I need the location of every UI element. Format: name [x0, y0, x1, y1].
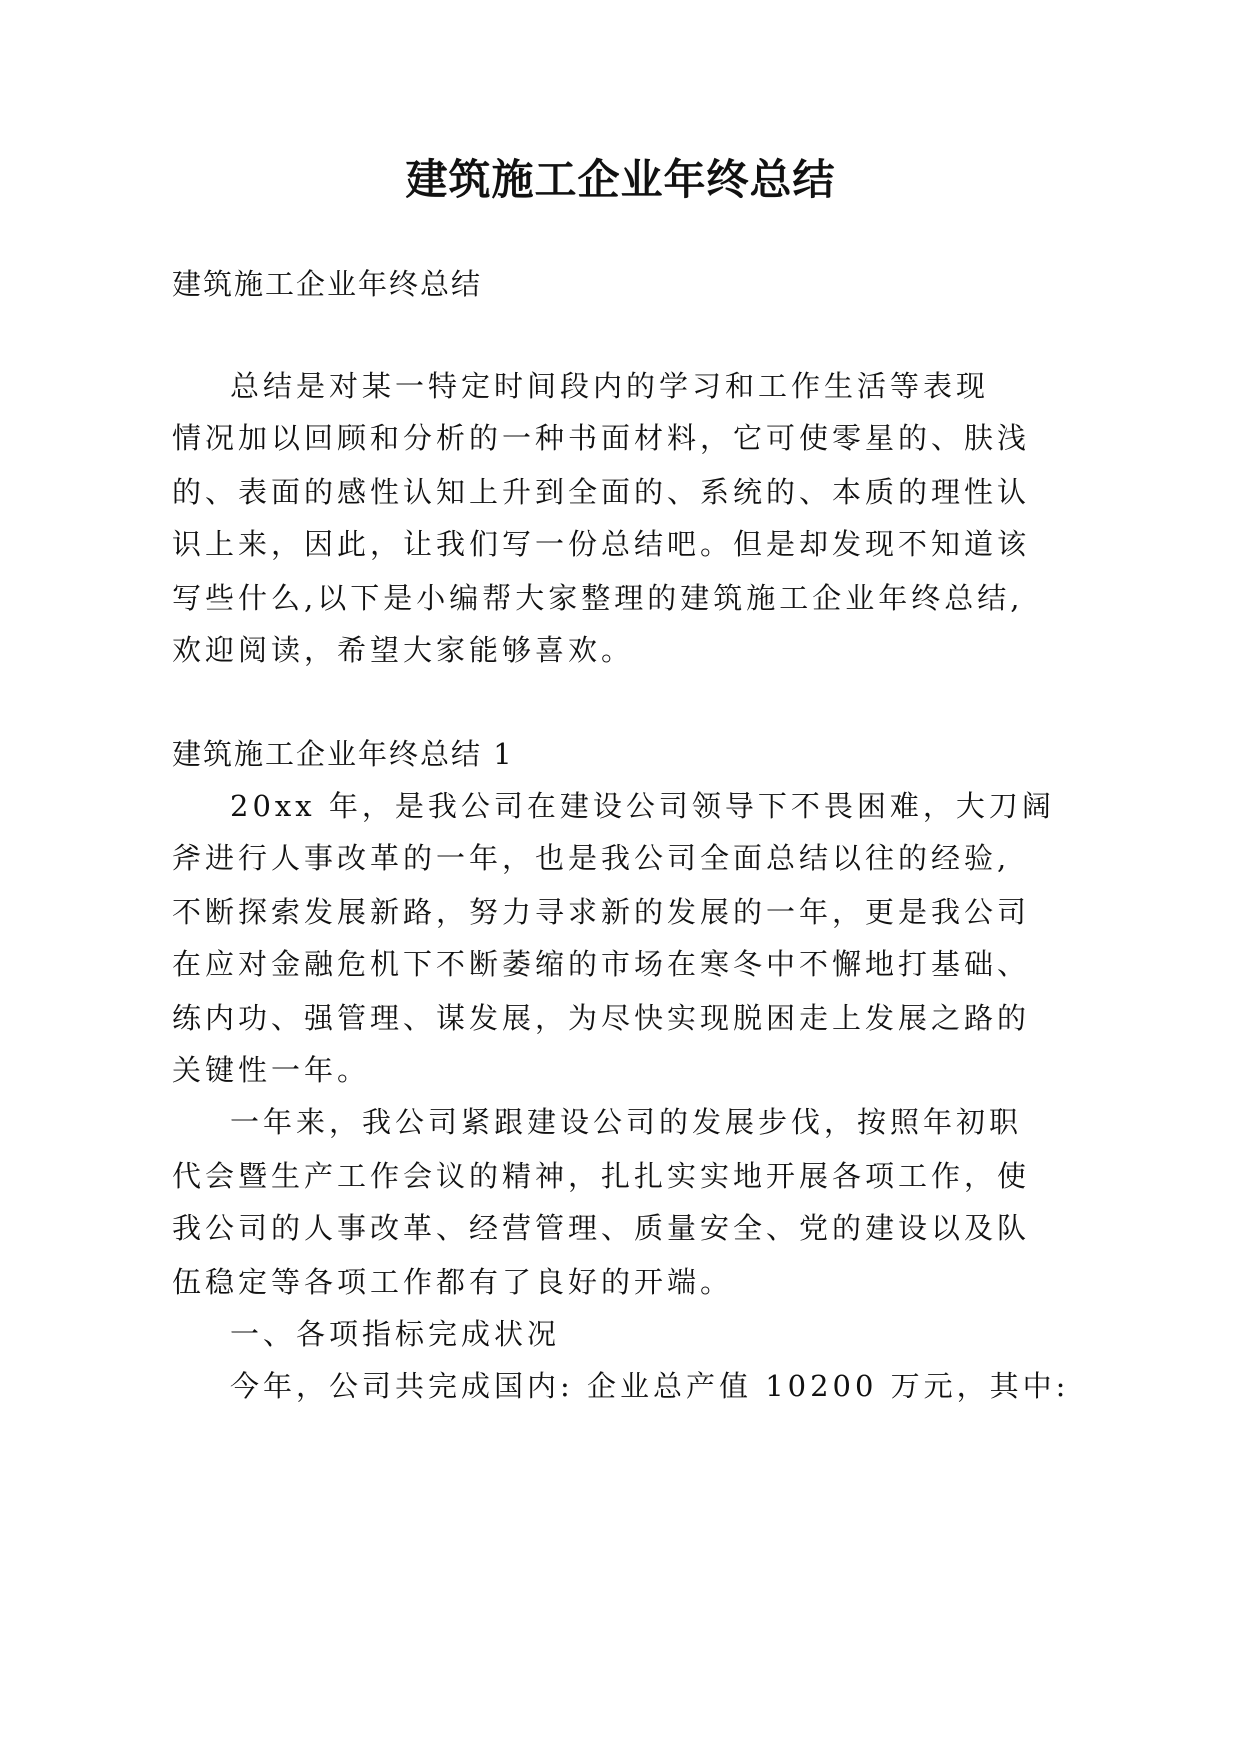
paragraph-line: 一年来，我公司紧跟建设公司的发展步伐，按照年初职 — [230, 1105, 1023, 1139]
paragraph-line: 关键性一年。 — [172, 1053, 371, 1087]
intro-line: 识上来，因此，让我们写一份总结吧。但是却发现不知道该 — [172, 527, 1031, 561]
intro-line: 欢迎阅读，希望大家能够喜欢。 — [172, 633, 635, 667]
paragraph-line: 今年，公司共完成国内: 企业总产值 10200 万元，其中: — [230, 1369, 1070, 1403]
paragraph-line: 20xx 年，是我公司在建设公司领导下不畏困难，大刀阔 — [230, 789, 1055, 823]
section-heading: 建筑施工企业年终总结 1 — [172, 737, 514, 771]
document-title: 建筑施工企业年终总结 — [405, 155, 836, 204]
paragraph-line: 伍稳定等各项工作都有了良好的开端。 — [172, 1265, 734, 1299]
paragraph-line: 我公司的人事改革、经营管理、质量安全、党的建设以及队 — [172, 1211, 1031, 1245]
paragraph-line: 不断探索发展新路，努力寻求新的发展的一年，更是我公司 — [172, 895, 1031, 929]
document-subtitle: 建筑施工企业年终总结 — [172, 267, 483, 301]
intro-line: 的、表面的感性认知上升到全面的、系统的、本质的理性认 — [172, 475, 1031, 509]
subheading: 一、各项指标完成状况 — [230, 1317, 561, 1351]
paragraph-line: 斧进行人事改革的一年，也是我公司全面总结以往的经验, — [172, 841, 1011, 875]
paragraph-line: 代会暨生产工作会议的精神，扎扎实实地开展各项工作，使 — [172, 1159, 1031, 1193]
paragraph-line: 练内功、强管理、谋发展，为尽快实现脱困走上发展之路的 — [172, 1001, 1031, 1035]
intro-line: 情况加以回顾和分析的一种书面材料，它可使零星的、肤浅 — [172, 421, 1031, 455]
intro-line: 写些什么,以下是小编帮大家整理的建筑施工企业年终总结, — [172, 581, 1024, 615]
intro-line: 总结是对某一特定时间段内的学习和工作生活等表现 — [230, 369, 990, 403]
paragraph-line: 在应对金融危机下不断萎缩的市场在寒冬中不懈地打基础、 — [172, 947, 1031, 981]
